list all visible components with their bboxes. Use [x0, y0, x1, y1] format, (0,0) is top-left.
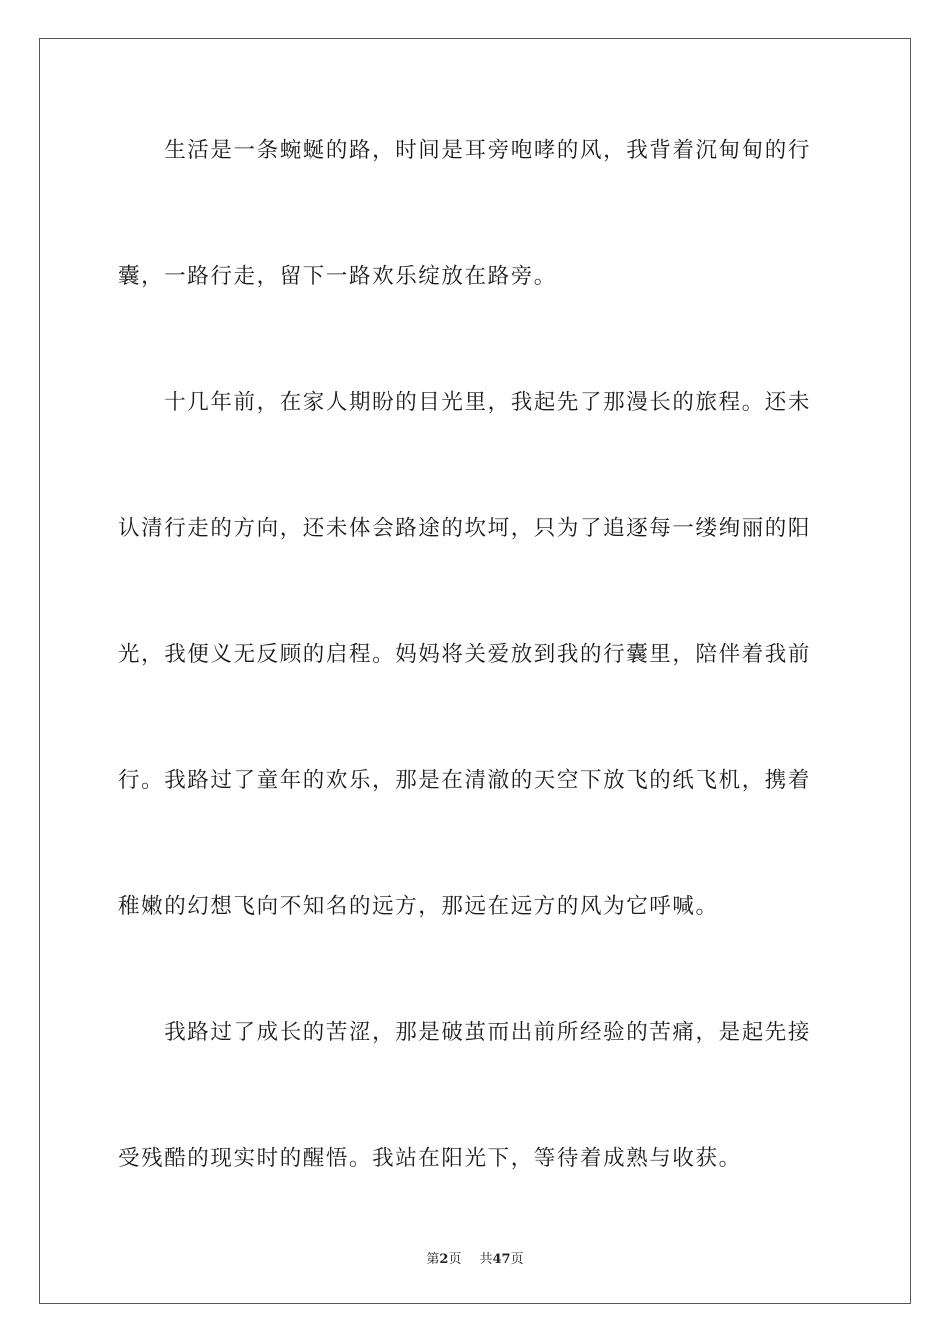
text-line: 光，我便义无反顾的启程。妈妈将关爱放到我的行囊里，陪伴着我前: [118, 642, 812, 667]
document-body: [118, 120, 832, 1254]
text-line: 稚嫩的幻想飞向不知名的远方，那远在远方的风为它呼喊。: [118, 894, 719, 919]
text-line: 认清行走的方向，还未体会路途的坎坷，只为了追逐每一缕绚丽的阳: [118, 516, 812, 541]
text-line: 行。我路过了童年的欢乐，那是在清澈的天空下放飞的纸飞机，携着: [118, 768, 812, 793]
text-line: 十几年前，在家人期盼的目光里，我起先了那漫长的旅程。还未: [118, 390, 812, 415]
page-prefix: 第: [426, 1252, 440, 1267]
text-line: 我路过了成长的苦涩，那是破茧而出前所经验的苦痛，是起先接: [118, 1020, 812, 1045]
total-suffix: 页: [510, 1252, 524, 1267]
page-number: 2: [439, 1252, 449, 1267]
page-suffix: 页: [448, 1252, 462, 1267]
text-line: 囊，一路行走，留下一路欢乐绽放在路旁。: [118, 264, 557, 289]
text-line: 生活是一条蜿蜒的路，时间是耳旁咆哮的风，我背着沉甸甸的行: [118, 138, 812, 163]
text-line: 受残酷的现实时的醒悟。我站在阳光下，等待着成熟与收获。: [118, 1146, 742, 1171]
total-pages: 47: [492, 1252, 511, 1267]
total-prefix: 共: [479, 1252, 493, 1267]
page-footer: [0, 1248, 950, 1267]
